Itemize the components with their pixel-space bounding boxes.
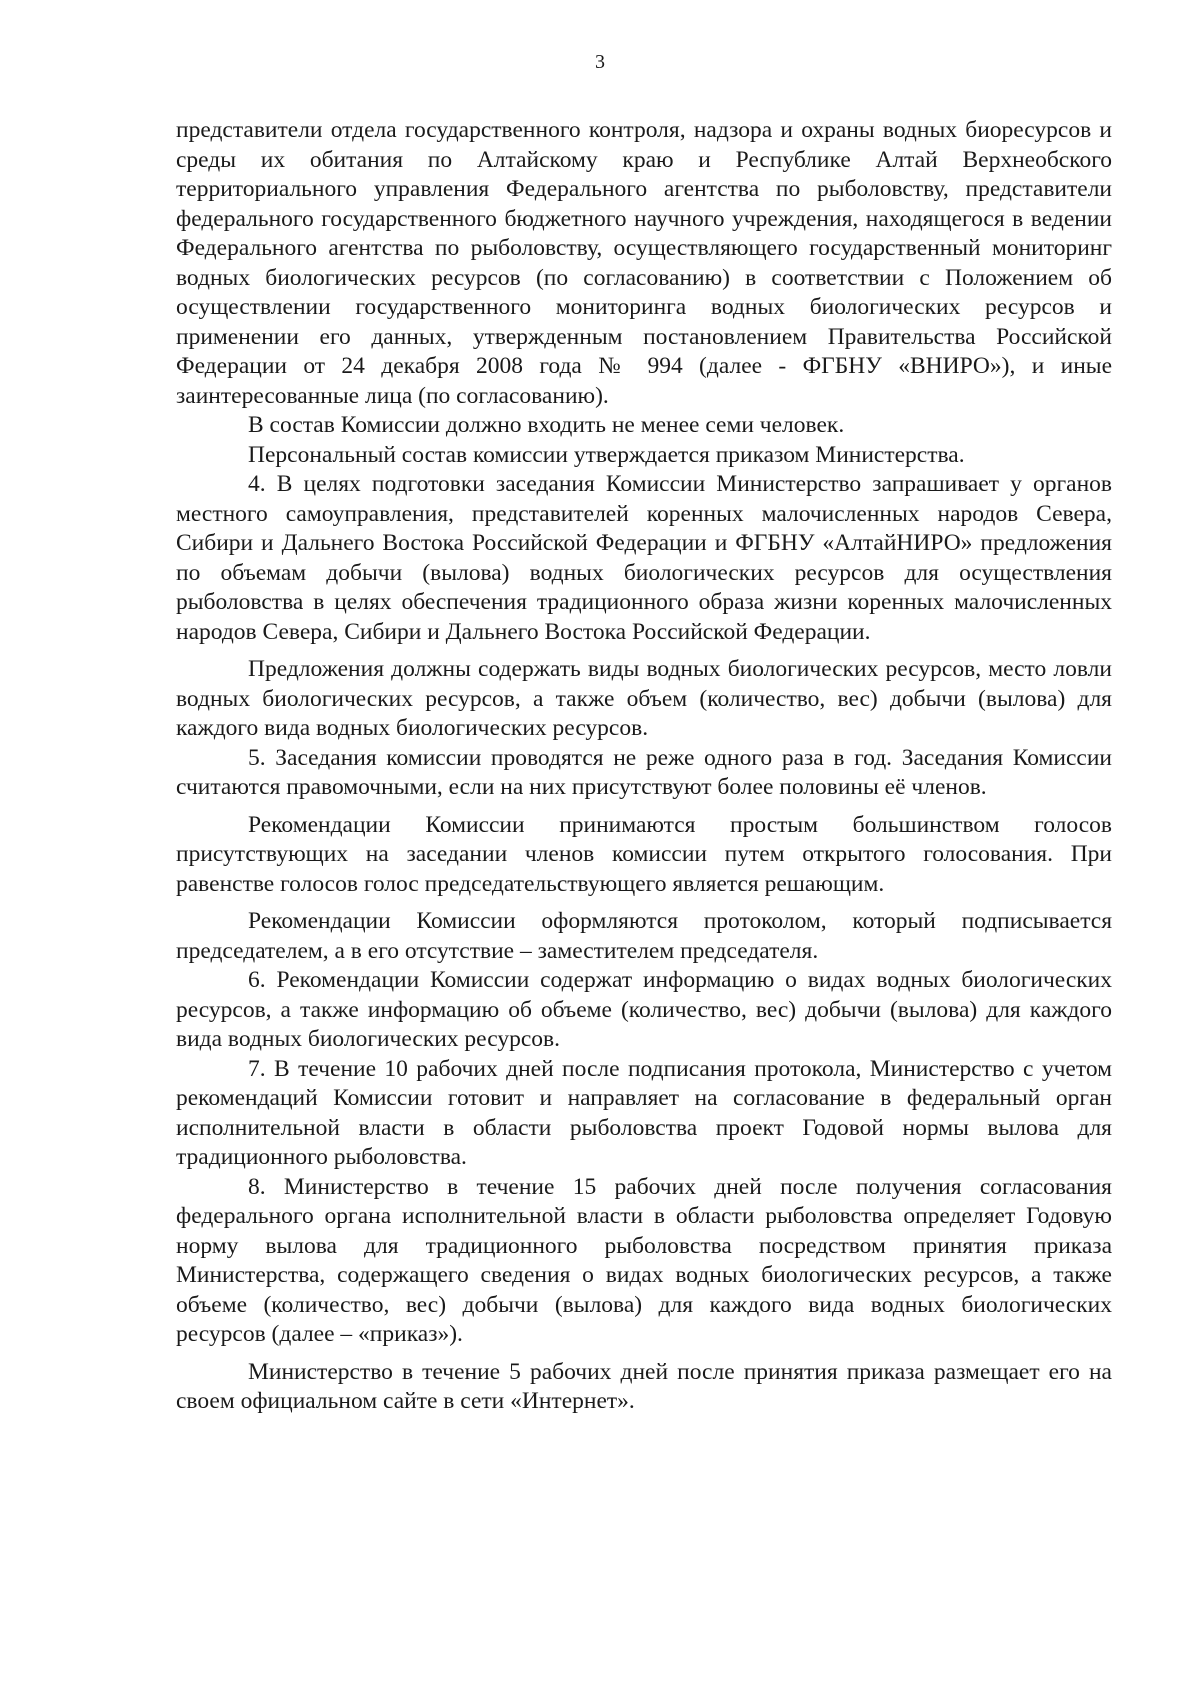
paragraph-proposals-content: Предложения должны содержать виды водных биологических ресурсов, место ловли водных биологических ресурсов, а также объем (количество, вес) добычи (вылова) для каждого вида водных биологических ресурсов.: [176, 656, 1112, 741]
paragraph-publication: Министерство в течение 5 рабочих дней после принятия приказа размещает его на своем официальном сайте в сети «Интернет».: [176, 1358, 1112, 1414]
paragraph-item-8: 8. Министерство в течение 15 рабочих дней после получения согласования федерального органа исполнительной власти в области рыболовства определяет Годовую норму вылова для традиционного рыболовства посредством принятия приказа Министерства, содержащего сведения о видах водных биологических ресурсов, а также объеме (количество, вес) добычи (вылова) для каждого вида водных биологических ресурсов (далее – «приказ»).: [176, 1173, 1112, 1347]
page-number: 3: [595, 51, 605, 73]
paragraph-recommendations-voting: Рекомендации Комиссии принимаются простым большинством голосов присутствующих на заседании членов комиссии путем открытого голосования. При равенстве голосов голос председательствующего является решающим.: [176, 811, 1112, 897]
paragraph-item-5: 5. Заседания комиссии проводятся не реже одного раза в год. Заседания Комиссии считаются правомочными, если на них присутствуют более половины её членов.: [176, 744, 1112, 800]
paragraph-item-6: 6. Рекомендации Комиссии содержат информацию о видах водных биологических ресурсов, а также информацию об объеме (количество, вес) добычи (вылова) для каждого вида водных биологических ресурсов.: [176, 967, 1112, 1052]
paragraph-min-members: В состав Комиссии должно входить не менее семи человек.: [248, 412, 845, 438]
paragraph-personal-composition: Персональный состав комиссии утверждается приказом Министерства.: [248, 441, 965, 468]
paragraph-recommendations-protocol: Рекомендации Комиссии оформляются протоколом, который подписывается председателем, а в его отсутствие – заместителем председателя.: [176, 908, 1112, 964]
paragraph-commission-members: представители отдела государственного контроля, надзора и охраны водных биоресурсов и среды их обитания по Алтайскому краю и Республике Алтай Верхнеобского территориального управления Федерального агентства по рыболовству, представители федерального государственного бюджетного научного учреждения, находящегося в ведении Федерального агентства по рыболовству, осуществляющего государственный мониторинг водных биологических ресурсов (по согласованию) в соответствии с Положением об осуществлении государственного мониторинга водных биологических ресурсов и применении его данных, утвержденным постановлением Правительства Российской Федерации от 24 декабря 2008 года № 994 (далее - ФГБНУ «ВНИРО»), и иные заинтересованные лица (по согласованию).: [176, 117, 1112, 409]
paragraph-item-4: 4. В целях подготовки заседания Комиссии Министерство запрашивает у органов местного самоуправления, представителей коренных малочисленных народов Севера, Сибири и Дальнего Востока Российской Федерации и ФГБНУ «АлтайНИРО» предложения по объемам добычи (вылова) водных биологических ресурсов для осуществления рыболовства в целях обеспечения традиционного образа жизни коренных малочисленных народов Севера, Сибири и Дальнего Востока Российской Федерации.: [176, 471, 1112, 645]
paragraph-item-7: 7. В течение 10 рабочих дней после подписания протокола, Министерство с учетом рекомендаций Комиссии готовит и направляет на согласование в федеральный орган исполнительной власти в области рыболовства проект Годовой нормы вылова для традиционного рыболовства.: [176, 1055, 1112, 1170]
document-body: [176, 116, 1112, 1417]
